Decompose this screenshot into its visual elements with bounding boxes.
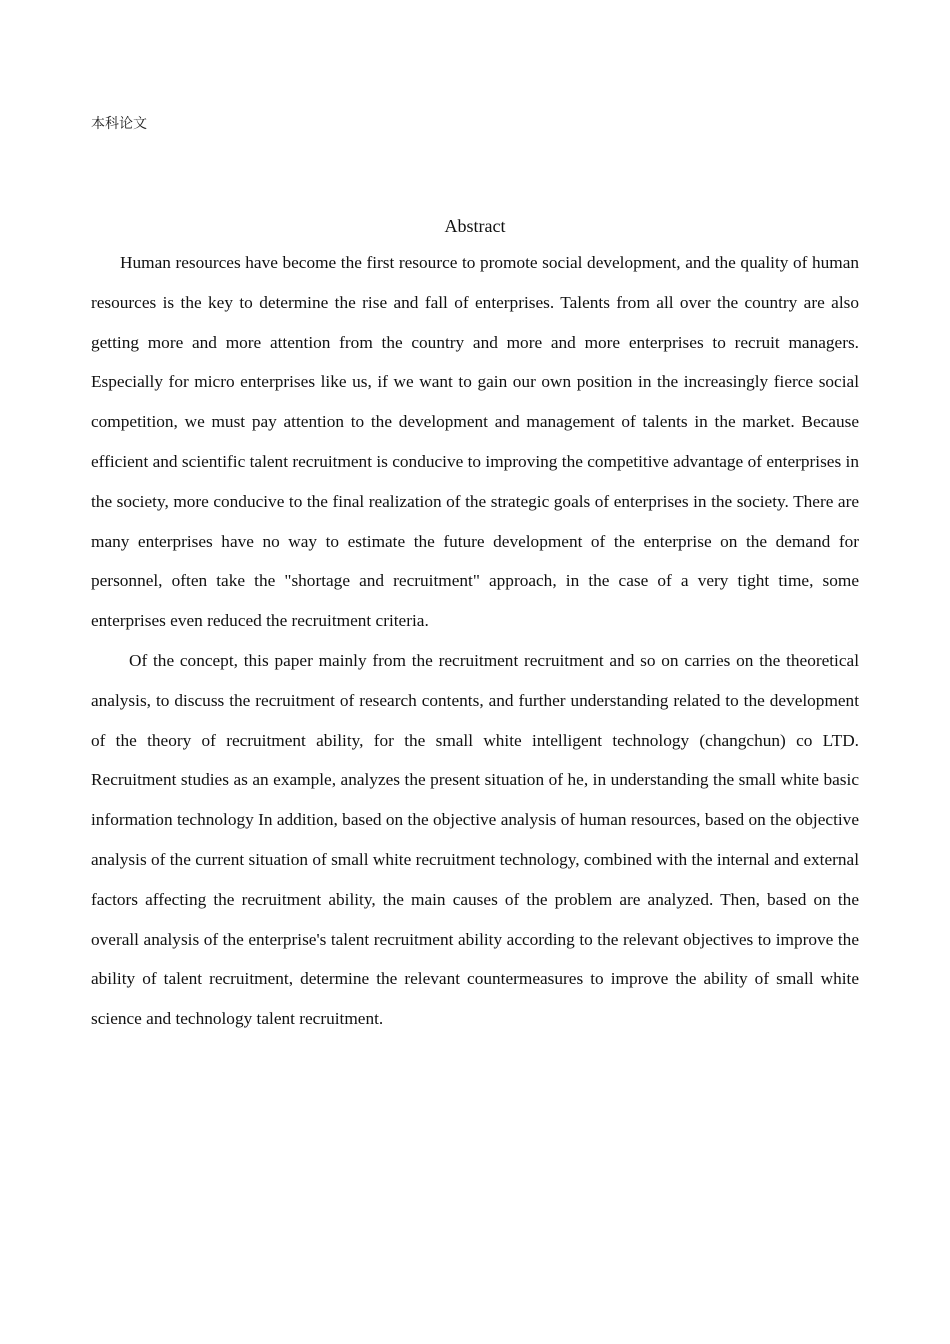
abstract-title: Abstract bbox=[444, 216, 506, 236]
abstract-body bbox=[91, 243, 859, 1039]
abstract-paragraph-2: Of the concept, this paper mainly from the recruitment recruitment and so on carries on the theoretical analysis, to discuss the recruitment of research contents, and further understanding related to the development of the theory of recruitment ability, for the small white intelligent technology (changchun) co LTD. Recruitment studies as an example, analyzes the present situation of he, in understanding the small white basic information technology In addition, based on the objective analysis of human resources, based on the objective analysis of the current situation of small white recruitment technology, combined with the internal and external factors affecting the recruitment ability, the main causes of the problem are analyzed. Then, based on the overall analysis of the enterprise's talent recruitment ability according to the relevant objectives to improve the ability of talent recruitment, determine the relevant countermeasures to improve the ability of small white science and technology talent recruitment. bbox=[91, 650, 859, 1029]
page-header-label: 本科论文 bbox=[91, 116, 147, 132]
abstract-paragraph-1: Human resources have become the first resource to promote social development, and the quality of human resources is the key to determine the rise and fall of enterprises. Talents from all over the country are also getting more and more attention from the country and more and more enterprises to recruit managers. Especially for micro enterprises like us, if we want to gain our own position in the increasingly fierce social competition, we must pay attention to the development and management of talents in the market. Because efficient and scientific talent recruitment is conducive to improving the competitive advantage of enterprises in the society, more conducive to the final realization of the strategic goals of enterprises in the society. There are many enterprises have no way to estimate the future development of the enterprise on the demand for personnel, often take the "shortage and recruitment" approach, in the case of a very tight time, some enterprises even reduced the recruitment criteria. bbox=[91, 253, 859, 631]
